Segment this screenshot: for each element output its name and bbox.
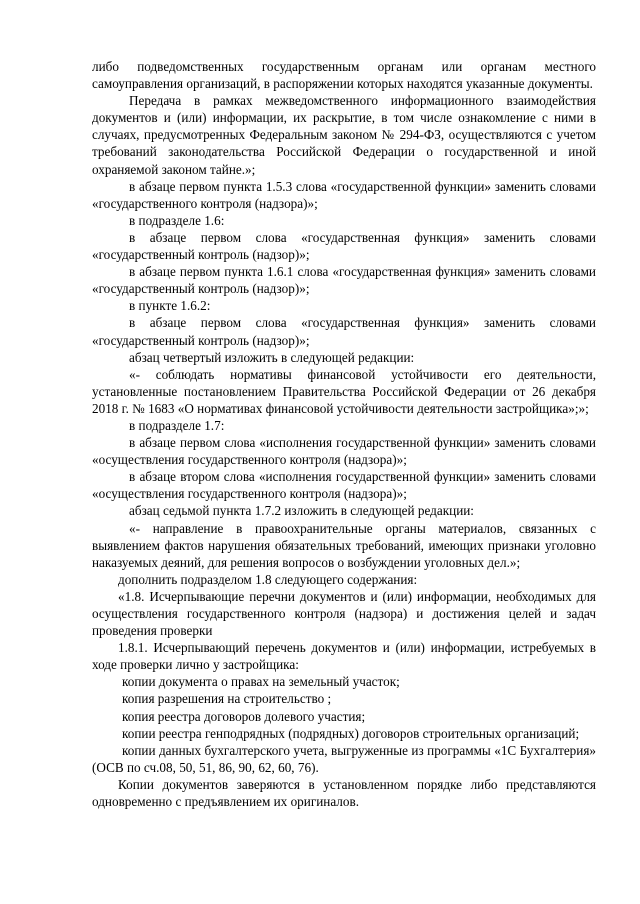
paragraph: 1.8.1. Исчерпывающий перечень документов и (или) информации, истребуемых в ходе проверки лично у застройщика:: [92, 640, 596, 673]
list-item: копия разрешения на строительство ;: [122, 691, 332, 707]
list-item: копии документа о правах на земельный участок;: [122, 674, 400, 690]
paragraph: либо подведомственных государственным органам или органам местного самоуправления организаций, в распоряжении которых находятся указанные документы.: [92, 59, 596, 92]
paragraph: в подразделе 1.7:: [129, 417, 225, 433]
paragraph: в абзаце первом слова «исполнения государственной функции» заменить словами «осуществления государственного контроля (надзора)»;: [92, 435, 596, 468]
paragraph: в пункте 1.6.2:: [129, 298, 211, 314]
paragraph: «- направление в правоохранительные органы материалов, связанных с выявлением фактов нарушения обязательных требований, имеющих признаки уголовно наказуемых деяний, для решения вопросов о возбуждении уголовных дел.»;: [92, 520, 596, 570]
paragraph: в абзаце втором слова «исполнения государственной функции» заменить словами «осуществления государственного контроля (надзора)»;: [92, 469, 596, 502]
list-item: копия реестра договоров долевого участия;: [122, 708, 366, 724]
paragraph: в абзаце первом пункта 1.6.1 слова «государственная функция» заменить словами «государственный контроль (надзор)»;: [92, 264, 596, 297]
paragraph: дополнить подразделом 1.8 следующего содержания:: [118, 571, 418, 587]
list-item: копии данных бухгалтерского учета, выгруженные из программы «1С Бухгалтерия» (ОСВ по сч.08, 50, 51, 86, 90, 62, 60, 76).: [92, 742, 596, 775]
paragraph: Копии документов заверяются в установленном порядке либо представляются одновременно с предъявлением их оригиналов.: [92, 776, 596, 810]
paragraph: «- соблюдать нормативы финансовой устойчивости его деятельности, установленные постановлением Правительства Российской Федерации от 26 декабря 2018 г. № 1683 «О нормативах финансовой устойчивости деятельности застройщика»;»;: [92, 366, 596, 416]
paragraph: в абзаце первом слова «государственная функция» заменить словами «государственный контроль (надзор)»;: [92, 229, 596, 263]
paragraph: абзац седьмой пункта 1.7.2 изложить в следующей редакции:: [129, 503, 474, 519]
paragraph: в абзаце первом слова «государственная функция» заменить словами «государственный контроль (надзор)»;: [92, 315, 596, 348]
paragraph: в абзаце первом пункта 1.5.3 слова «государственной функции» заменить словами «государственного контроля (надзора)»;: [92, 178, 596, 211]
paragraph: в подразделе 1.6:: [129, 212, 225, 228]
list-item: копии реестра генподрядных (подрядных) договоров строительных организаций;: [122, 725, 580, 741]
paragraph: абзац четвертый изложить в следующей редакции:: [129, 349, 415, 365]
paragraph: Передача в рамках межведомственного информационного взаимодействия документов и (или) информации, их раскрытие, в том числе ознакомление с ними в случаях, предусмотренных Федеральным законом № 294-ФЗ, осуществляются с учетом требований законодательства Российской Федерации о государственной и иной охраняемой законом тайне.»;: [92, 93, 596, 177]
document-body: [92, 58, 596, 810]
paragraph: «1.8. Исчерпывающие перечни документов и (или) информации, необходимых для осуществления государственного контроля (надзора) и достижения целей и задач проведения проверки: [92, 588, 596, 639]
